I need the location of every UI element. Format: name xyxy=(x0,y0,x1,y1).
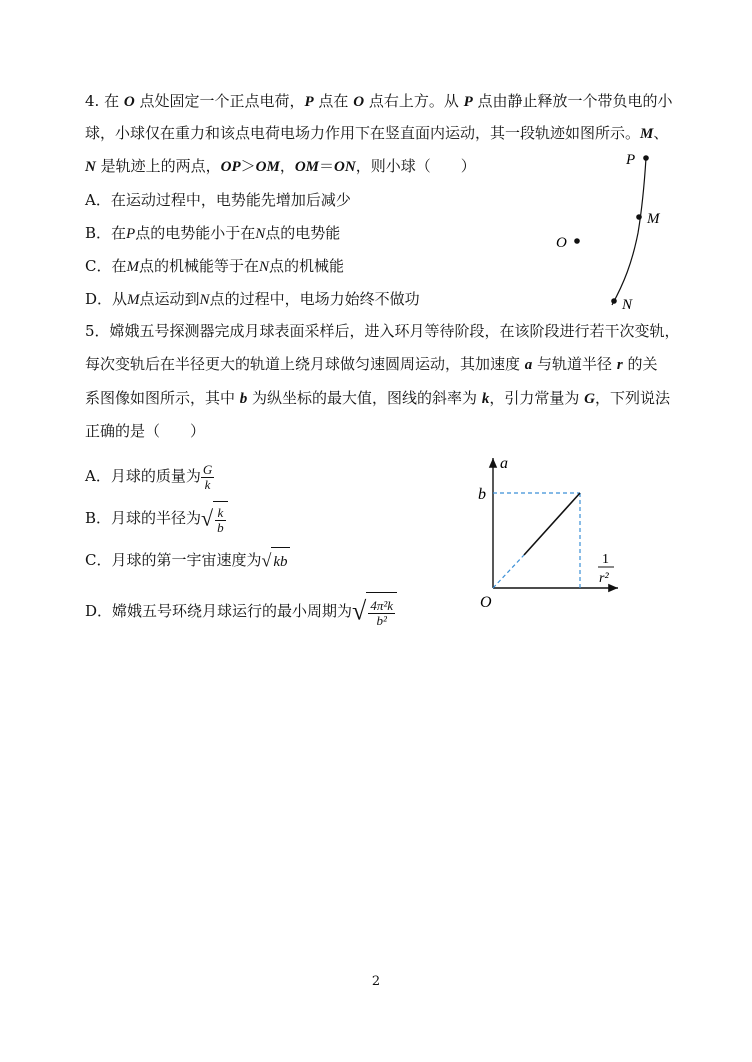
text: ，下列说法 xyxy=(594,389,670,407)
label-P: P xyxy=(626,152,636,168)
denominator: k xyxy=(201,477,214,492)
trajectory-curve xyxy=(612,158,646,305)
x-label-numerator: 1 xyxy=(602,552,609,567)
option-text: 点的机械能等于在 xyxy=(138,257,259,275)
q4-option-a xyxy=(85,190,351,210)
text: 正确的是（ ） xyxy=(85,422,206,440)
var-G: G xyxy=(584,391,595,407)
dashed-extension-line xyxy=(493,555,524,588)
option-text: A．在运动过程中，电势能先增加后减少 xyxy=(85,191,351,209)
text: 的关 xyxy=(622,355,658,373)
fraction xyxy=(201,463,214,492)
var-N: N xyxy=(85,159,96,175)
sqrt xyxy=(352,591,397,632)
q4-line-3 xyxy=(85,156,476,177)
radicand: kb xyxy=(271,547,289,576)
q5-line-3 xyxy=(85,388,670,409)
var-b: b xyxy=(239,391,248,407)
radical-sign: √ xyxy=(352,597,367,627)
point-N xyxy=(611,298,617,304)
x-label-denominator: r² xyxy=(599,571,609,586)
var-r: r xyxy=(616,357,623,373)
numerator: 4π²k xyxy=(370,597,393,613)
radicand xyxy=(366,592,397,633)
radicand xyxy=(213,501,228,538)
var: N xyxy=(255,226,266,242)
option-text: 点运动到 xyxy=(139,290,200,308)
q5-option-b xyxy=(85,500,228,538)
text: ，引力常量为 xyxy=(489,389,585,407)
var-OM: OM xyxy=(255,159,280,175)
label-b: b xyxy=(478,486,486,503)
text: 每次变轨后在半径更大的轨道上绕月球做匀速圆周运动，其加速度 xyxy=(85,355,525,373)
denominator: b² xyxy=(368,613,395,628)
label-M: M xyxy=(647,211,660,227)
q4-trajectory-figure xyxy=(548,145,668,315)
text: ， xyxy=(279,157,295,175)
label-a: a xyxy=(500,455,508,472)
text: 5．嫦娥五号探测器完成月球表面采样后，进入环月等待阶段，在该阶段进行若干次变轨， xyxy=(85,322,680,340)
numerator: G xyxy=(202,461,213,477)
var-P: P xyxy=(304,94,314,110)
text: 系图像如图所示，其中 xyxy=(85,389,240,407)
option-text: C．在 xyxy=(85,257,127,275)
var-P: P xyxy=(463,94,473,110)
text: 、 xyxy=(653,124,669,142)
var-OP: OP xyxy=(220,159,241,175)
text: 是轨迹上的两点， xyxy=(95,157,221,175)
option-text: B．月球的半径为 xyxy=(85,509,202,527)
option-text: 点的机械能 xyxy=(269,257,345,275)
radical-sign: √ xyxy=(261,551,272,572)
text: ＞ xyxy=(240,157,256,175)
q5-line-4 xyxy=(85,421,205,441)
text: 4. 在 xyxy=(85,92,124,110)
option-text: 点的过程中，电场力始终不做功 xyxy=(209,290,420,308)
q4-line-1 xyxy=(85,91,673,112)
text: 为纵坐标的最大值，图线的斜率为 xyxy=(247,389,482,407)
option-text: D．嫦娥五号环绕月球运行的最小周期为 xyxy=(85,602,353,620)
denominator: b xyxy=(217,519,224,535)
radical-sign: √ xyxy=(201,506,214,532)
var: N xyxy=(259,259,270,275)
text: 点右上方。从 xyxy=(364,92,464,110)
page-number: 2 xyxy=(371,974,381,989)
q5-line-1 xyxy=(85,321,680,341)
option-text: D．从 xyxy=(85,290,128,308)
label-O: O xyxy=(556,235,567,251)
q4-option-d xyxy=(85,289,420,310)
q5-option-d xyxy=(85,591,397,633)
q5-option-c xyxy=(85,546,290,576)
var: N xyxy=(199,292,210,308)
point-P xyxy=(643,155,649,161)
option-text: 点的电势能 xyxy=(265,224,341,242)
var-M: M xyxy=(640,126,654,142)
option-text: C．月球的第一宇宙速度为 xyxy=(85,551,262,569)
text: 球，小球仅在重力和该点电荷电场力作用下在竖直面内运动，其一段轨迹如图所示。 xyxy=(85,124,641,142)
text: 点由静止释放一个带负电的小 xyxy=(472,92,673,110)
graph-line xyxy=(524,493,580,555)
text: 点在 xyxy=(313,92,354,110)
text: ＝ xyxy=(319,157,335,175)
q4-option-b xyxy=(85,223,340,244)
text: 与轨道半径 xyxy=(532,355,617,373)
var-ON: ON xyxy=(334,159,356,175)
var-O: O xyxy=(353,94,365,110)
point-M xyxy=(636,214,642,220)
option-text: B．在 xyxy=(85,224,127,242)
label-origin: O xyxy=(480,594,492,611)
label-N: N xyxy=(622,297,633,313)
sqrt xyxy=(261,546,289,575)
option-text: 点的电势能小于在 xyxy=(135,224,256,242)
sqrt xyxy=(201,500,228,537)
point-O xyxy=(574,238,580,244)
var-a: a xyxy=(524,357,533,373)
q4-option-c xyxy=(85,256,344,277)
q5-graph xyxy=(470,452,630,612)
text: ，则小球（ ） xyxy=(355,157,476,175)
q5-line-2 xyxy=(85,354,657,375)
var: M xyxy=(126,259,139,275)
q5-option-a xyxy=(85,458,214,494)
var: M xyxy=(127,292,140,308)
option-text: A．月球的质量为 xyxy=(85,467,201,485)
var-k: k xyxy=(481,391,490,407)
var-OM: OM xyxy=(294,159,319,175)
text: 点处固定一个正点电荷， xyxy=(134,92,305,110)
numerator: k xyxy=(217,504,224,520)
q4-line-2 xyxy=(85,123,668,144)
var: P xyxy=(126,226,136,242)
var-O: O xyxy=(123,94,135,110)
